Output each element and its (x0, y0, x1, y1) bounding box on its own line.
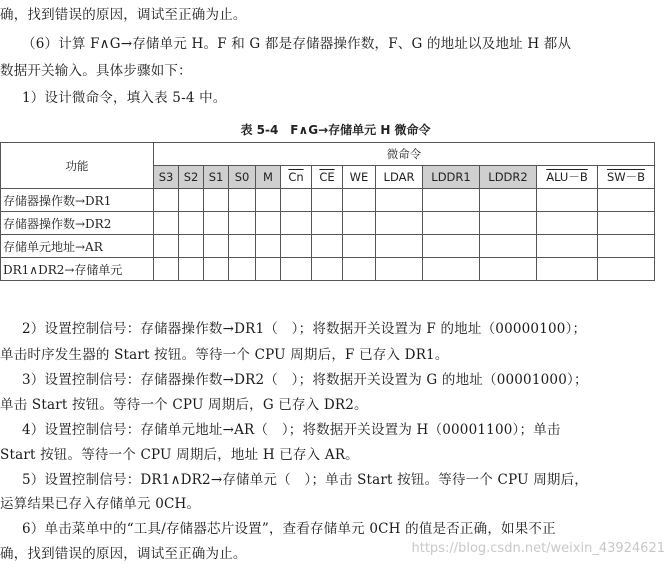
table-cell[interactable] (480, 258, 537, 281)
table-cell[interactable] (204, 258, 229, 281)
table-cell[interactable] (204, 212, 229, 235)
signal-s0: S0 (229, 166, 256, 189)
table-cell[interactable] (343, 235, 376, 258)
table-cell[interactable] (376, 258, 423, 281)
signal-ce (312, 166, 343, 189)
table-cell[interactable] (598, 189, 655, 212)
table-cell[interactable] (598, 235, 655, 258)
table-cell[interactable] (537, 235, 598, 258)
table-cell[interactable] (423, 258, 480, 281)
signal-we: WE (343, 166, 376, 189)
table-cell[interactable] (537, 212, 598, 235)
table-cell[interactable] (598, 212, 655, 235)
table-cell[interactable] (423, 235, 480, 258)
table-cell[interactable] (312, 235, 343, 258)
signal-lddr2: LDDR2 (480, 166, 537, 189)
table-cell[interactable] (312, 258, 343, 281)
function-header: 功能 (1, 143, 154, 189)
table-cell[interactable] (343, 258, 376, 281)
table-cell[interactable] (154, 235, 179, 258)
table-cell[interactable] (204, 189, 229, 212)
signal-sw-b (598, 166, 655, 189)
table-row (1, 212, 655, 235)
step-line: 5）设置控制信号：DR1∧DR2→存储单元（ ）；单击 Start 按钮。等待一个 CPU 周期后， (22, 472, 589, 488)
step-line: Start 按钮。等待一个 CPU 周期后，地址 H 已存入 AR。 (0, 447, 359, 463)
paragraph-line: 确，找到错误的原因，调试至正确为止。 (0, 7, 247, 23)
row-label: DR1∧DR2→存储单元 (1, 258, 154, 281)
signal-ce-label: $\overline{CE}$ (319, 170, 335, 184)
table-cell[interactable] (537, 258, 598, 281)
table-cell[interactable] (154, 189, 179, 212)
step-line: 2）设置控制信号：存储器操作数→DR1（ ）；将数据开关设置为 F 的地址（00000100）； (22, 321, 587, 337)
table-cell[interactable] (281, 212, 312, 235)
table-cell[interactable] (423, 212, 480, 235)
table-row (1, 235, 655, 258)
paragraph-line: 数据开关输入。具体步骤如下： (0, 63, 192, 79)
step-line: 单击时序发生器的 Start 按钮。等待一个 CPU 周期后，F 已存入 DR1。 (0, 347, 449, 363)
table-cell[interactable] (343, 189, 376, 212)
table-cell[interactable] (480, 189, 537, 212)
signal-alu-b (537, 166, 598, 189)
table-cell[interactable] (480, 235, 537, 258)
watermark: https://blog.csdn.net/weixin_43924621 (411, 541, 665, 556)
table-cell[interactable] (256, 258, 281, 281)
table-row (1, 189, 655, 212)
signal-cn (281, 166, 312, 189)
paragraph-line: （6）计算 F∧G→存储单元 H。F 和 G 都是存储器操作数，F、G 的地址以及地址 H 都从 (22, 36, 572, 52)
signal-ldar: LDAR (376, 166, 423, 189)
row-label: 存储器操作数→DR1 (1, 189, 154, 212)
table-cell[interactable] (598, 258, 655, 281)
table-cell[interactable] (256, 189, 281, 212)
table-cell[interactable] (229, 235, 256, 258)
table-cell[interactable] (204, 235, 229, 258)
signal-m: M (256, 166, 281, 189)
table-cell[interactable] (229, 212, 256, 235)
row-label: 存储器操作数→DR2 (1, 212, 154, 235)
table-caption: 表 5-4 F∧G→存储单元 H 微命令 (240, 123, 431, 137)
table-cell[interactable] (154, 212, 179, 235)
signal-s2: S2 (179, 166, 204, 189)
signal-s1: S1 (204, 166, 229, 189)
table-cell[interactable] (480, 212, 537, 235)
table-cell[interactable] (179, 189, 204, 212)
step-line: 确，找到错误的原因，调试至正确为止。 (0, 546, 247, 562)
table-cell[interactable] (281, 235, 312, 258)
table-cell[interactable] (376, 212, 423, 235)
table-cell[interactable] (281, 189, 312, 212)
micro-command-table (0, 142, 655, 281)
table-cell[interactable] (154, 258, 179, 281)
table-cell[interactable] (256, 212, 281, 235)
signal-sw-b-label: SW－B (606, 170, 646, 184)
table-cell[interactable] (179, 258, 204, 281)
signal-cn-label: $\overline{Cn}$ (288, 170, 304, 184)
step-line: 6）单击菜单中的“工具/存储器芯片设置”，查看存储单元 0CH 的值是否正确，如果不正 (22, 521, 556, 537)
step-line: 4）设置控制信号：存储单元地址→AR（ ）；将数据开关设置为 H（00001100）；单击 (22, 422, 561, 438)
table-cell[interactable] (423, 189, 480, 212)
micro-command-header: 微命令 (154, 143, 655, 166)
table-cell[interactable] (179, 235, 204, 258)
table-cell[interactable] (376, 189, 423, 212)
step-line: 3）设置控制信号：存储器操作数→DR2（ ）；将数据开关设置为 G 的地址（00001000）； (22, 372, 588, 388)
step-line: 运算结果已存入存储单元 0CH。 (0, 496, 201, 512)
row-label: 存储单元地址→AR (1, 235, 154, 258)
table-cell[interactable] (179, 212, 204, 235)
table-cell[interactable] (376, 235, 423, 258)
signal-lddr1: LDDR1 (423, 166, 480, 189)
table-cell[interactable] (312, 212, 343, 235)
table-cell[interactable] (229, 189, 256, 212)
table-cell[interactable] (312, 189, 343, 212)
table-cell[interactable] (281, 258, 312, 281)
table-cell[interactable] (229, 258, 256, 281)
table-row (1, 258, 655, 281)
signal-alu-b-label: ALU－B (546, 170, 588, 184)
table-cell[interactable] (343, 212, 376, 235)
step-line: 单击 Start 按钮。等待一个 CPU 周期后，G 已存入 DR2。 (0, 397, 368, 413)
signal-s3: S3 (154, 166, 179, 189)
table-header-row (1, 143, 655, 166)
table-cell[interactable] (537, 189, 598, 212)
paragraph-line: 1）设计微命令，填入表 5-4 中。 (22, 90, 227, 106)
table-cell[interactable] (256, 235, 281, 258)
